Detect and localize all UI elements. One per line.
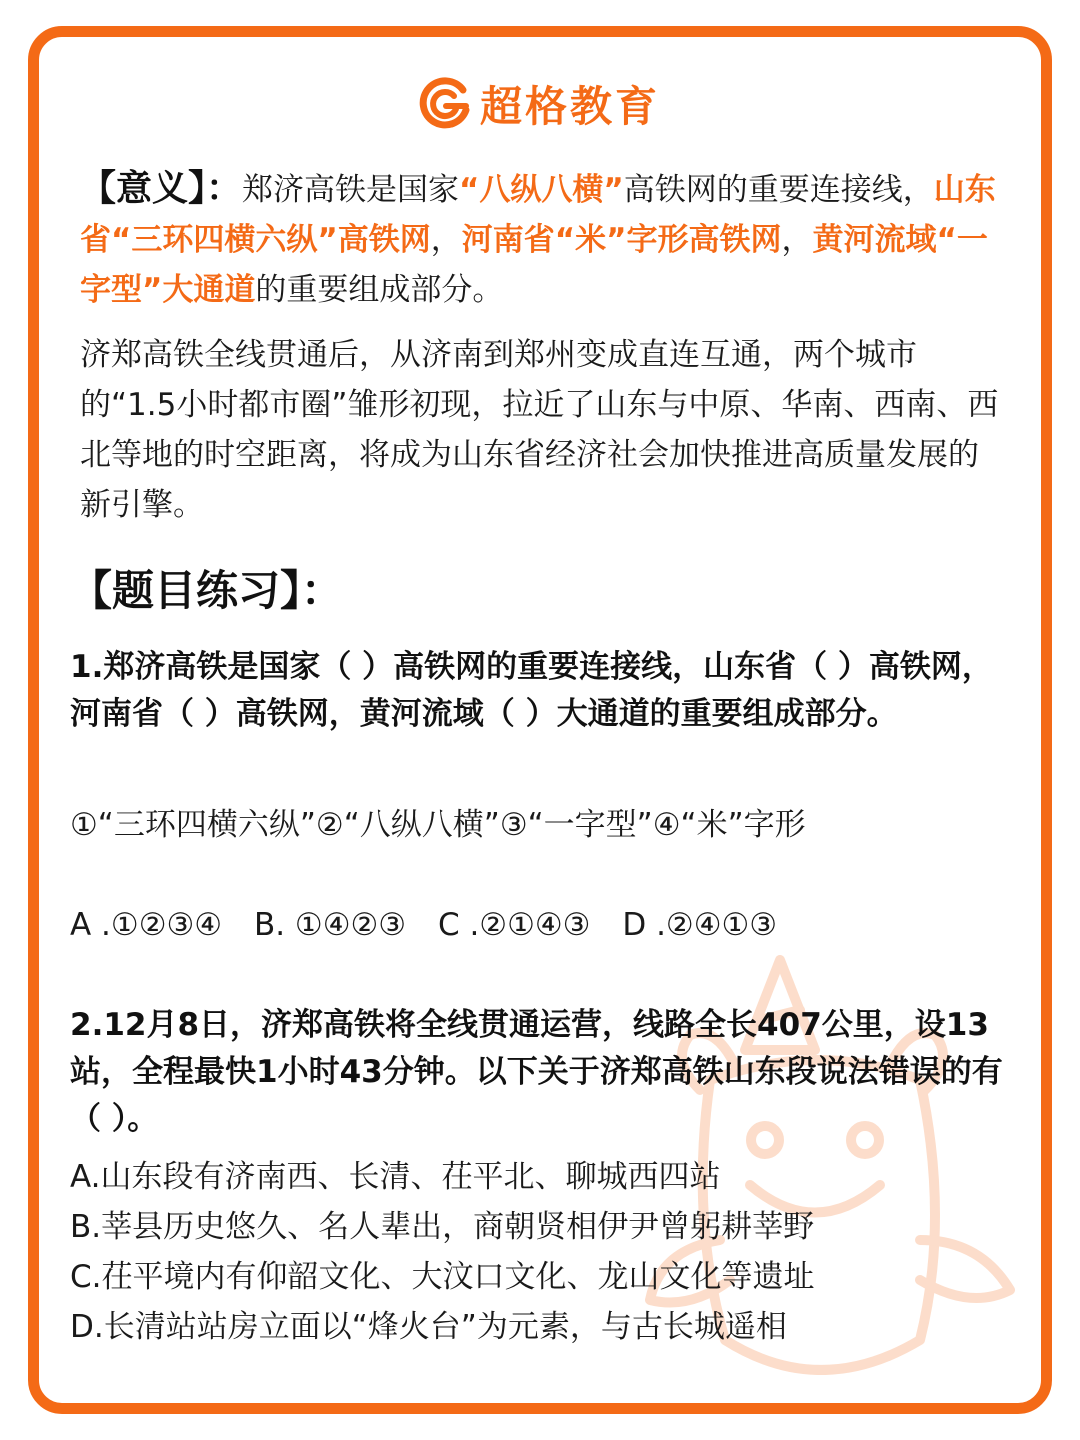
- practice-title: 【题目练习】：: [70, 566, 344, 615]
- answer-option-b: B. ①④②③: [253, 907, 407, 943]
- meaning-paragraph: [80, 164, 1005, 315]
- meaning-text-1: 郑济高铁是国家: [242, 172, 460, 208]
- question-1-items: ①“三环四横六纵”②“八纵八横”③“一字型”④“米”字形: [70, 807, 806, 843]
- meaning-text-4: ，: [781, 222, 813, 258]
- question-2-option-c: C.茌平境内有仰韶文化、大汶口文化、龙山文化等遗址: [70, 1259, 815, 1295]
- brand-header: [416, 76, 660, 132]
- question-2-option-b: B.莘县历史悠久、名人辈出，商朝贤相伊尹曾躬耕莘野: [70, 1209, 815, 1245]
- question-1-answers: [70, 900, 1005, 950]
- meaning-text-2: 高铁网的重要连接线，: [623, 172, 934, 208]
- meaning-highlight-2: 山东省“三环四横六纵”高铁网: [80, 172, 996, 258]
- question-2-option-a: A.山东段有济南西、长清、茌平北、聊城西四站: [70, 1159, 721, 1195]
- meaning-paragraph-2: 济郑高铁全线贯通后，从济南到郑州变成直连互通，两个城市的“1.5小时都市圈”雏形初现，拉近了山东与中原、华南、西南、西北等地的时空距离，将成为山东省经济社会加快推进高质量发展的新引擎。: [80, 337, 999, 523]
- meaning-highlight-1: “八纵八横”: [459, 172, 624, 208]
- answer-option-a: A .①②③④: [70, 907, 223, 943]
- brand-name: 超格教育: [480, 82, 661, 131]
- question-2-option-d: D.长清站站房立面以“烽火台”为元素，与古长城遥相: [70, 1309, 787, 1345]
- answer-option-d: D .②④①③: [622, 907, 778, 943]
- meaning-highlight-4: 黄河流域“一字型”大通道: [80, 222, 988, 308]
- meaning-text-3: ，: [430, 222, 462, 258]
- meaning-text-5: 的重要组成部分。: [255, 272, 504, 308]
- question-2-stem: 2.12月8日，济郑高铁将全线贯通运营，线路全长407公里，设13站，全程最快1小时43分钟。以下关于济郑高铁山东段说法错误的有（ ）。: [70, 1007, 1003, 1137]
- meaning-label: 【意义】：: [80, 168, 243, 209]
- question-1-stem: 1.郑济高铁是国家（ ）高铁网的重要连接线，山东省（ ）高铁网，河南省（ ）高铁网，黄河流域（ ）大通道的重要组成部分。: [70, 649, 993, 732]
- answer-option-c: C .②①④③: [437, 907, 591, 943]
- brand-logo-icon: [416, 76, 472, 132]
- meaning-highlight-3: 河南省“米”字形高铁网: [461, 222, 782, 258]
